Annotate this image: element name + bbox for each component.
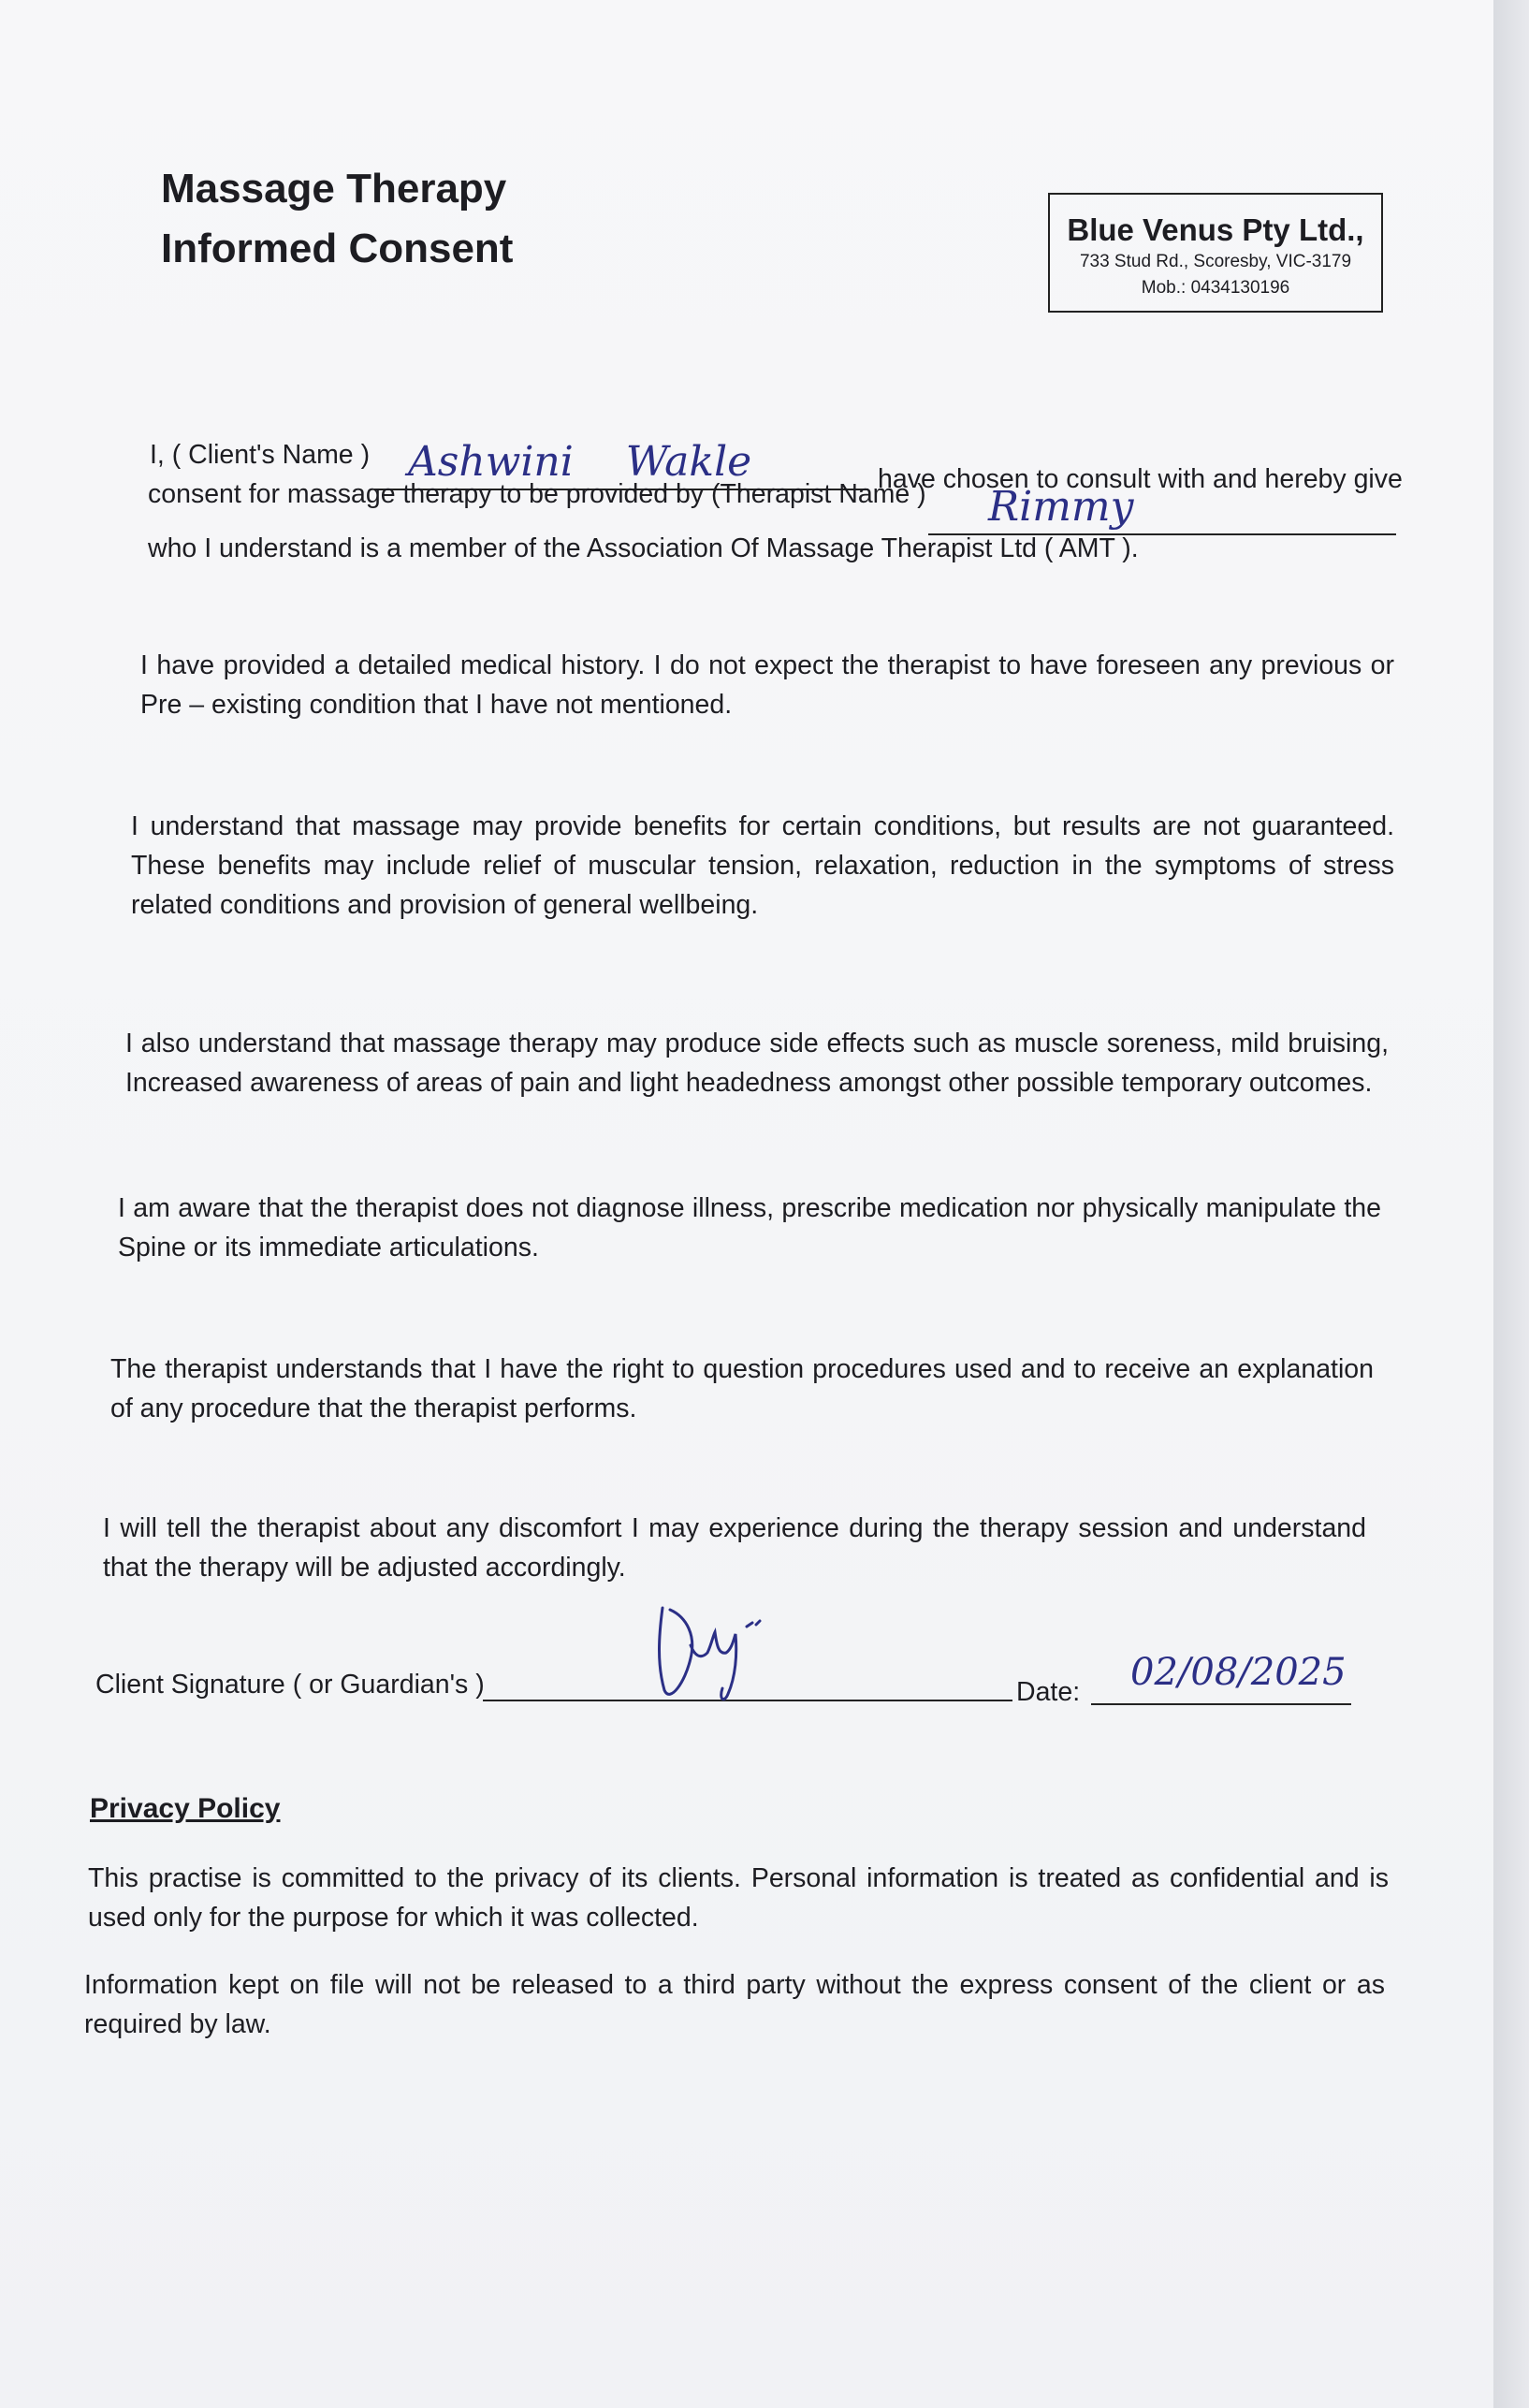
discomfort-paragraph: I will tell the therapist about any discomfort I may experience during the therapy session and understand that the therapy will be adjusted accordingly.	[103, 1513, 1366, 1583]
title-line-1: Massage Therapy	[161, 166, 507, 212]
date-field[interactable]	[1091, 1651, 1351, 1705]
date-handwritten: 02/08/2025	[1130, 1651, 1347, 1694]
client-signature-field[interactable]	[483, 1655, 1012, 1701]
page-edge	[1493, 0, 1529, 2408]
privacy-paragraph-1: This practise is committed to the privacy of its clients. Personal information is treated as confidential and is used only for the purpose for which it was collected.	[88, 1863, 1389, 1933]
company-address: 733 Stud Rd., Scoresby, VIC-3179	[1079, 252, 1352, 271]
client-signature-drawing	[642, 1580, 801, 1711]
title-line-2: Informed Consent	[161, 226, 514, 271]
company-info-box	[1048, 193, 1383, 313]
benefits-paragraph: I understand that massage may provide benefits for certain conditions, but results are not guaranteed. These benefits may include relief of muscular tension, relaxation, reduction in the symptoms of stress related conditions and provision of general wellbeing.	[131, 811, 1394, 920]
medical-history-paragraph: I have provided a detailed medical history. I do not expect the therapist to have foreseen any previous or Pre – existing condition that I have not mentioned.	[140, 650, 1394, 720]
company-name: Blue Venus Pty Ltd.,	[1067, 212, 1364, 247]
therapist-name-field[interactable]	[928, 483, 1396, 535]
privacy-policy-heading: Privacy Policy	[90, 1793, 281, 1824]
therapist-name-label: consent for massage therapy to be provided by (Therapist Name )	[148, 479, 926, 509]
client-signature-label: Client Signature ( or Guardian's )	[95, 1670, 485, 1700]
right-to-question-paragraph: The therapist understands that I have the right to question procedures used and to receive an explanation of any procedure that the therapist performs.	[110, 1354, 1374, 1423]
form-title	[161, 159, 513, 279]
no-diagnosis-paragraph: I am aware that the therapist does not diagnose illness, prescribe medication nor physically manipulate the Spine or its immediate articulations.	[118, 1193, 1381, 1262]
client-name-label: I, ( Client's Name )	[150, 440, 371, 470]
amt-member-statement: who I understand is a member of the Association Of Massage Therapist Ltd ( AMT ).	[148, 533, 1139, 563]
company-mobile: Mob.: 0434130196	[1141, 278, 1290, 298]
client-name-handwritten: Ashwini Wakle	[408, 438, 752, 486]
privacy-paragraph-2: Information kept on file will not be released to a third party without the express consent of the client or as required by law.	[84, 1970, 1385, 2039]
consent-text-after-name: have chosen to consult with and hereby give	[878, 464, 1403, 494]
therapist-name-handwritten: Rimmy	[988, 483, 1134, 531]
side-effects-paragraph: I also understand that massage therapy may produce side effects such as muscle soreness, mild bruising, Increased awareness of areas of pain and light headedness amongst other possible temporary outcomes.	[125, 1029, 1389, 1098]
date-label: Date:	[1016, 1677, 1081, 1707]
